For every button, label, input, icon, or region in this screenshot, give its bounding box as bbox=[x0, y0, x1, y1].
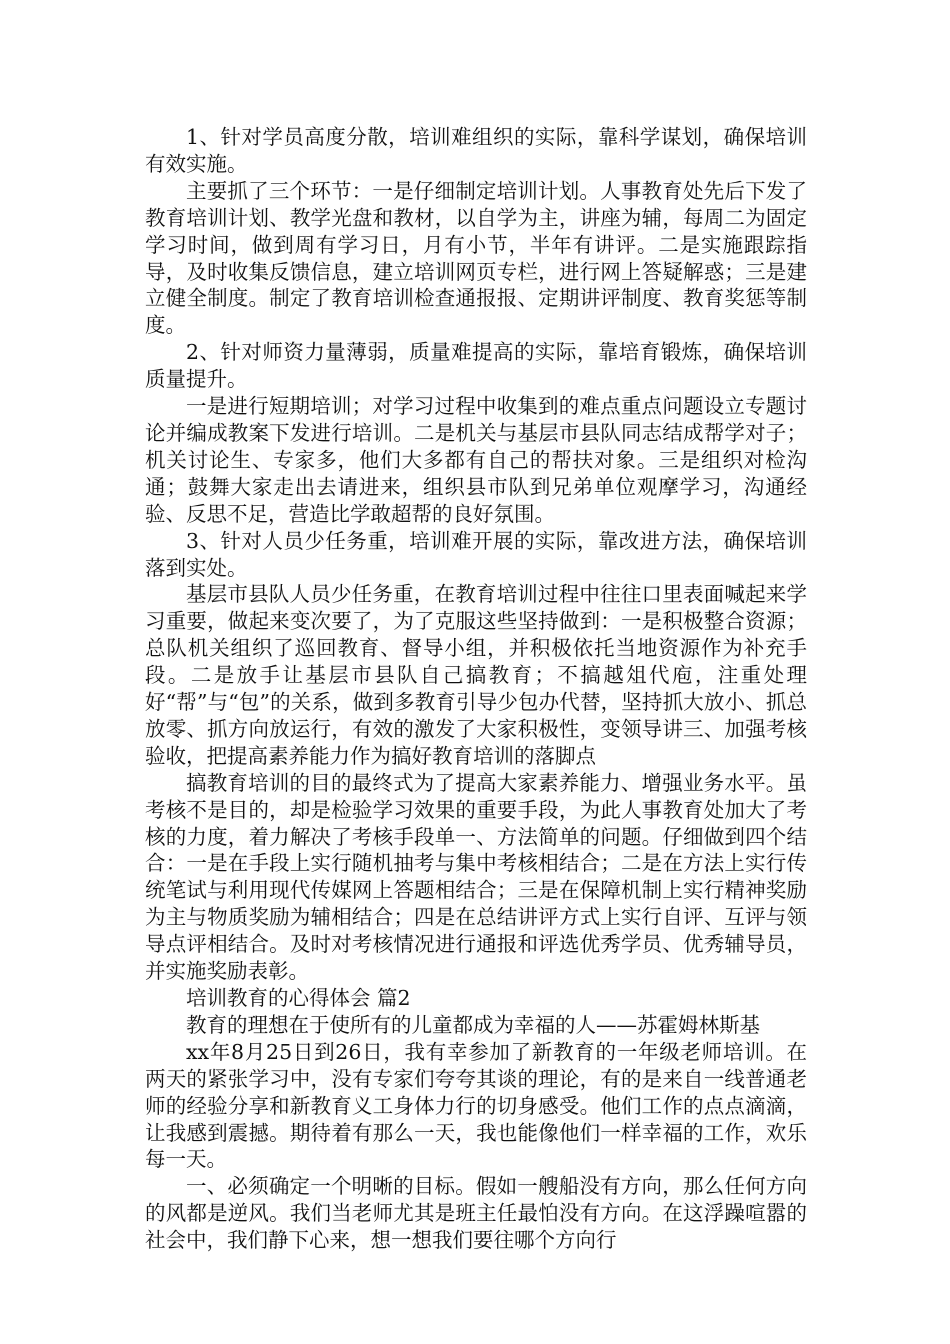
section-heading: 培训教育的心得体会 篇2 bbox=[186, 986, 411, 1010]
paragraph-2: 主要抓了三个环节：一是仔细制定培训计划。人事教育处先后下发了教育培训计划、教学光盘和教材，以自学为主，讲座为辅，每周二为固定学习时间，做到周有学习日，月有小节，半年有讲评。二是实施跟踪指导，及时收集反馈信息，建立培训网页专栏，进行网上答疑解惑；三是建立健全制度。制定了教育培训检查通报报、定期讲评制度、教育奖惩等制度。 bbox=[145, 178, 807, 338]
paragraph-4: 一是进行短期培训；对学习过程中收集到的难点重点问题设立专题讨论并编成教案下发进行培训。二是机关与基层市县队同志结成帮学对子；机关讨论生、专家多，他们大多都有自己的帮扶对象。三是组织对检沟通；鼓舞大家走出去请进来，组织县市队到兄弟单位观摩学习，沟通经验、反思不足，营造比学敢超帮的良好氛围。 bbox=[145, 394, 807, 526]
document-body bbox=[145, 124, 807, 1254]
paragraph-5: 3、针对人员少任务重，培训难开展的实际，靠改进方法，确保培训落到实处。 bbox=[145, 528, 807, 580]
paragraph-8: xx年8月25日到26日，我有幸参加了新教育的一年级老师培训。在两天的紧张学习中，没有专家们夸夸其谈的理论，有的是来自一线普通老师的经验分享和新教育义工身体力行的切身感受。他们工作的点点滴滴，让我感到震撼。期待着有那么一天，我也能像他们一样幸福的工作，欢乐每一天。 bbox=[145, 1039, 807, 1172]
paragraph-9: 一、必须确定一个明晰的目标。假如一艘船没有方向，那么任何方向的风都是逆风。我们当老师尤其是班主任最怕没有方向。在这浮躁喧嚣的社会中，我们静下心来，想一想我们要往哪个方向行 bbox=[145, 1174, 807, 1253]
paragraph-3: 2、针对师资力量薄弱，质量难提高的实际，靠培育锻炼，确保培训质量提升。 bbox=[145, 340, 807, 392]
paragraph-7: 搞教育培训的目的最终式为了提高大家素养能力、增强业务水平。虽考核不是目的，却是检验学习效果的重要手段，为此人事教育处加大了考核的力度，着力解决了考核手段单一、方法简单的问题。仔细做到四个结合：一是在手段上实行随机抽考与集中考核相结合；二是在方法上实行传统笔试与利用现代传媒网上答题相结合；三是在保障机制上实行精神奖励为主与物质奖励为辅相结合；四是在总结讲评方式上实行自评、互评与领导点评相结合。及时对考核情况进行通报和评选优秀学员、优秀辅导员，并实施奖励表彰。 bbox=[145, 770, 807, 984]
paragraph-1: 1、针对学员高度分散，培训难组织的实际，靠科学谋划，确保培训有效实施。 bbox=[145, 125, 807, 176]
epigraph-quote: 教育的理想在于使所有的儿童都成为幸福的人——苏霍姆林斯基 bbox=[186, 1012, 760, 1037]
paragraph-6: 基层市县队人员少任务重，在教育培训过程中往往口里表面喊起来学习重要，做起来变次要了，为了克服这些坚持做到：一是积极整合资源；总队机关组织了巡回教育、督导小组，并积极依托当地资源作为补充手段。二是放手让基层市县队自己搞教育；不搞越俎代庖，注重处理好“帮”与“包”的关系，做到多教育引导少包办代替，坚持抓大放小、抓总放零、抓方向放运行，有效的激发了大家积极性，变领导讲三、加强考核验收，把提高素养能力作为搞好教育培训的落脚点 bbox=[145, 582, 807, 768]
